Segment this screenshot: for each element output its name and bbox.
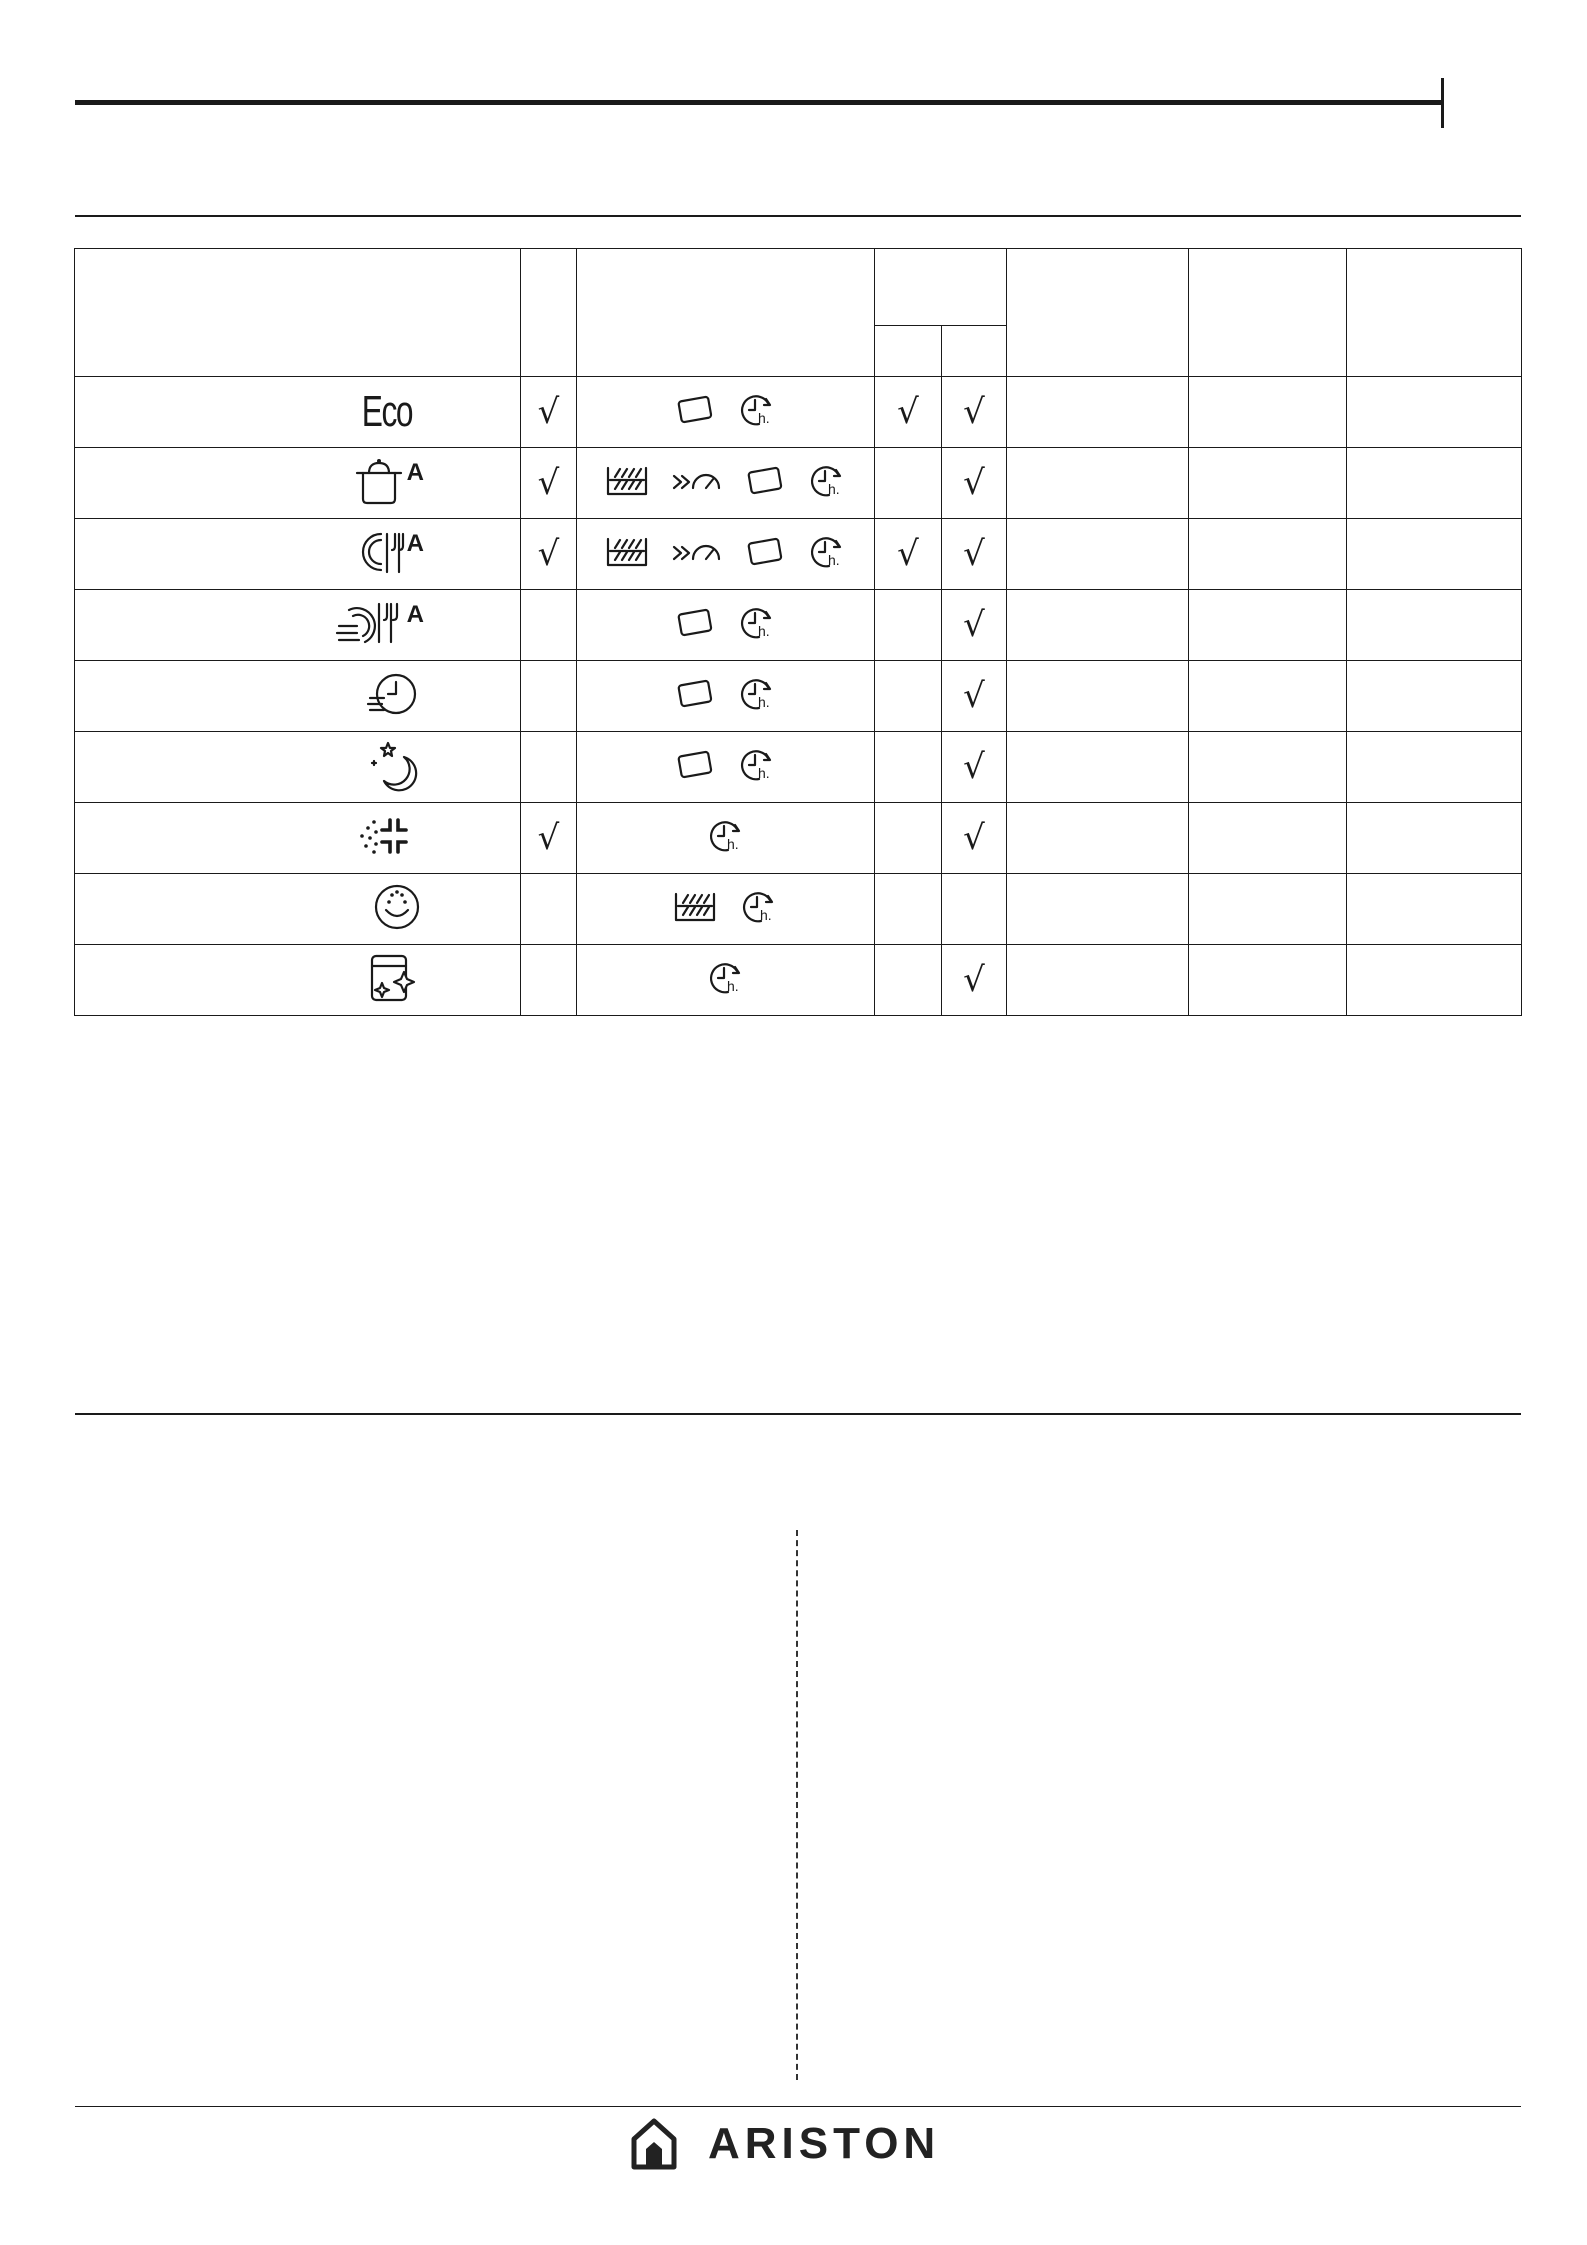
- col-8-cell: [1347, 448, 1522, 519]
- header-program: [75, 249, 521, 377]
- col-8-cell: [1347, 945, 1522, 1016]
- section-rule: [75, 215, 1521, 217]
- options-cell: [577, 803, 875, 874]
- brand-name: ARISTON: [708, 2119, 941, 2168]
- night-icon: [364, 737, 422, 797]
- table-row: [75, 945, 1522, 1016]
- svg-text:h.: h.: [757, 410, 770, 426]
- brand-logo: [630, 2117, 940, 2171]
- program-cell: [75, 590, 521, 661]
- delay-timer-icon: [737, 746, 777, 788]
- energy-badge: A: [406, 530, 424, 557]
- col-6-cell: [1007, 803, 1189, 874]
- svg-text:h.: h.: [726, 978, 739, 994]
- self-clean-program-icon: [366, 952, 424, 1008]
- header-sub-2: [942, 326, 1007, 377]
- col-6-cell: [1007, 661, 1189, 732]
- half-load-icon: [605, 535, 649, 573]
- daily-icon: [359, 528, 405, 580]
- check-mark: √: [963, 605, 985, 645]
- header-options: [577, 249, 875, 377]
- col-8-cell: [1347, 377, 1522, 448]
- delay-timer-icon: [737, 391, 777, 433]
- fast-wash-program-icon: [335, 598, 424, 652]
- check-mark: √: [537, 818, 560, 858]
- col-2-cell: [521, 732, 577, 803]
- col-5-cell: [942, 803, 1007, 874]
- tablet-icon: [675, 606, 715, 644]
- column-divider: [796, 1530, 798, 2080]
- turbo-icon: [671, 537, 723, 571]
- program-cell: [75, 874, 521, 945]
- eco-label: Eco: [361, 387, 413, 436]
- quick-icon: [364, 670, 422, 722]
- sanitize-program-icon: [356, 814, 424, 862]
- check-mark: √: [897, 392, 919, 432]
- prewash-icon: [372, 882, 422, 936]
- col-5-cell: [942, 448, 1007, 519]
- table-row: [75, 803, 1522, 874]
- tablet-icon: [675, 677, 715, 715]
- options-cell: [577, 945, 875, 1016]
- col-2-cell: [521, 377, 577, 448]
- col-6-cell: [1007, 945, 1189, 1016]
- col-7-cell: [1189, 732, 1347, 803]
- col-4-cell: [875, 732, 942, 803]
- col-4-cell: [875, 874, 942, 945]
- prewash-program-icon: [372, 882, 424, 936]
- top-rule-end-tick: [1441, 78, 1444, 128]
- night-program-icon: [364, 737, 424, 797]
- energy-badge: A: [406, 459, 424, 486]
- col-6-cell: [1007, 448, 1189, 519]
- table-row: [75, 732, 1522, 803]
- col-5-cell: [942, 519, 1007, 590]
- turbo-icon: [671, 466, 723, 500]
- svg-text:h.: h.: [827, 552, 840, 568]
- quick-program-icon: [364, 670, 424, 722]
- col-8-cell: [1347, 874, 1522, 945]
- check-mark: √: [963, 463, 985, 503]
- col-7-cell: [1189, 874, 1347, 945]
- check-mark: √: [963, 534, 985, 574]
- delay-timer-icon: [706, 959, 746, 1001]
- program-cell: [75, 803, 521, 874]
- program-cell: [75, 945, 521, 1016]
- program-cell: [75, 519, 521, 590]
- svg-text:h.: h.: [757, 623, 770, 639]
- col-4-cell: [875, 377, 942, 448]
- col-4-cell: [875, 803, 942, 874]
- col-2-cell: [521, 590, 577, 661]
- svg-text:h.: h.: [759, 907, 772, 923]
- col-5-cell: [942, 874, 1007, 945]
- delay-timer-icon: [739, 888, 779, 930]
- svg-text:h.: h.: [726, 836, 739, 852]
- program-cell: [75, 448, 521, 519]
- col-8-cell: [1347, 732, 1522, 803]
- intensive-program-icon: [353, 455, 424, 511]
- fast-wash-icon: [335, 598, 405, 652]
- col-6-cell: [1007, 377, 1189, 448]
- col-2-cell: [521, 874, 577, 945]
- col-6-cell: [1007, 519, 1189, 590]
- delay-timer-icon: [737, 675, 777, 717]
- col-5-cell: [942, 661, 1007, 732]
- table-row: [75, 874, 1522, 945]
- col-4-cell: [875, 661, 942, 732]
- col-2-cell: [521, 661, 577, 732]
- options-cell: [577, 661, 875, 732]
- svg-text:h.: h.: [757, 694, 770, 710]
- header-col-8: [1347, 249, 1522, 377]
- header-group: [875, 249, 1007, 326]
- col-6-cell: [1007, 732, 1189, 803]
- half-load-icon: [605, 464, 649, 502]
- check-mark: √: [897, 534, 919, 574]
- tablet-icon: [675, 393, 715, 431]
- check-mark: √: [963, 818, 985, 858]
- table-row: [75, 377, 1522, 448]
- tablet-icon: [745, 535, 785, 573]
- header-col-6: [1007, 249, 1189, 377]
- check-mark: √: [537, 463, 560, 503]
- delay-timer-icon: [737, 604, 777, 646]
- program-cell: [75, 732, 521, 803]
- col-4-cell: [875, 945, 942, 1016]
- table-row: [75, 590, 1522, 661]
- col-7-cell: [1189, 377, 1347, 448]
- footer-rule: [75, 2106, 1521, 2107]
- eco-label-program-icon: [352, 387, 424, 437]
- col-7-cell: [1189, 448, 1347, 519]
- check-mark: √: [537, 534, 560, 574]
- svg-text:h.: h.: [827, 481, 840, 497]
- options-cell: [577, 590, 875, 661]
- table-row: [75, 448, 1522, 519]
- table-row: [75, 661, 1522, 732]
- section-rule: [75, 1413, 1521, 1415]
- half-load-icon: [673, 890, 717, 928]
- col-8-cell: [1347, 661, 1522, 732]
- col-4-cell: [875, 448, 942, 519]
- self-clean-icon: [366, 952, 422, 1008]
- check-mark: √: [963, 747, 985, 787]
- header-col-7: [1189, 249, 1347, 377]
- col-5-cell: [942, 732, 1007, 803]
- col-6-cell: [1007, 590, 1189, 661]
- sanitize-icon: [356, 814, 422, 862]
- house-icon: [630, 2117, 678, 2171]
- program-cell: [75, 661, 521, 732]
- intensive-icon: [353, 455, 405, 511]
- col-6-cell: [1007, 874, 1189, 945]
- options-cell: [577, 732, 875, 803]
- check-mark: √: [963, 392, 985, 432]
- energy-badge: A: [406, 601, 424, 628]
- col-4-cell: [875, 590, 942, 661]
- tablet-icon: [675, 748, 715, 786]
- delay-timer-icon: [706, 817, 746, 859]
- col-4-cell: [875, 519, 942, 590]
- top-rule: [75, 100, 1443, 105]
- col-7-cell: [1189, 803, 1347, 874]
- col-7-cell: [1189, 945, 1347, 1016]
- col-5-cell: [942, 945, 1007, 1016]
- col-2-cell: [521, 519, 577, 590]
- program-table: [74, 248, 1522, 1016]
- table-row: [75, 519, 1522, 590]
- svg-text:h.: h.: [757, 765, 770, 781]
- col-2-cell: [521, 448, 577, 519]
- check-mark: √: [963, 676, 985, 716]
- header-col-2: [521, 249, 577, 377]
- header-sub-1: [875, 326, 942, 377]
- check-mark: √: [963, 960, 985, 1000]
- delay-timer-icon: [807, 462, 847, 504]
- header-row: [75, 249, 1522, 326]
- tablet-icon: [745, 464, 785, 502]
- delay-timer-icon: [807, 533, 847, 575]
- options-cell: [577, 519, 875, 590]
- col-8-cell: [1347, 803, 1522, 874]
- options-cell: [577, 448, 875, 519]
- col-8-cell: [1347, 519, 1522, 590]
- col-2-cell: [521, 945, 577, 1016]
- col-5-cell: [942, 377, 1007, 448]
- daily-program-icon: [359, 528, 424, 580]
- col-7-cell: [1189, 590, 1347, 661]
- col-7-cell: [1189, 661, 1347, 732]
- options-cell: [577, 377, 875, 448]
- col-5-cell: [942, 590, 1007, 661]
- options-cell: [577, 874, 875, 945]
- col-2-cell: [521, 803, 577, 874]
- col-8-cell: [1347, 590, 1522, 661]
- col-7-cell: [1189, 519, 1347, 590]
- program-cell: [75, 377, 521, 448]
- check-mark: √: [537, 392, 560, 432]
